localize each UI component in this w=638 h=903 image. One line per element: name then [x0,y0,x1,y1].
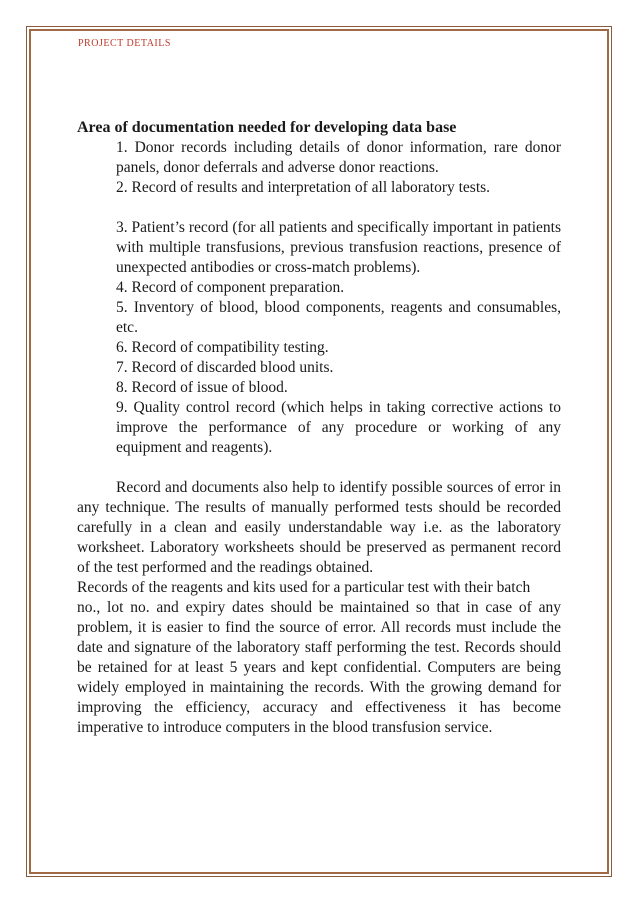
header-label: PROJECT DETAILS [78,38,171,49]
list-item: 6. Record of compatibility testing. [116,339,329,356]
list-item: 4. Record of component preparation. [116,279,345,296]
list-item: 1. Donor records including details of donor information, rare donor panels, donor deferrals and adverse donor reactions. [116,139,561,176]
list-item: 8. Record of issue of blood. [116,379,288,396]
paragraph-reagents: Records of the reagents and kits used for a particular test with their batch [77,579,531,596]
documentation-list [116,138,561,458]
list-item: 7. Record of discarded blood units. [116,359,334,376]
document-body [77,118,561,738]
paragraph-records: Record and documents also help to identify possible sources of error in any technique. The results of manually performed tests should be recorded carefully in a clean and easily understandable way i.e. as the laboratory worksheet. Laboratory worksheets should be preserved as permanent record of the test performed and the readings obtained. [77,479,561,576]
list-item: 3. Patient’s record (for all patients and specifically important in patients with multiple transfusions, previous transfusion reactions, presence of unexpected antibodies or cross-match problems). [116,219,561,276]
section-heading: Area of documentation needed for developing data base [77,119,457,136]
paragraph-retention: no., lot no. and expiry dates should be maintained so that in case of any problem, it is easier to find the source of error. All records must include the date and signature of the laboratory staff performing the test. Records should be retained for at least 5 years and kept confidential. Computers are being widely employed in maintaining the records. With the growing demand for improving the efficiency, accuracy and effectiveness it has become imperative to introduce computers in the blood transfusion service. [77,599,561,736]
list-item: 9. Quality control record (which helps in taking corrective actions to improve the performance of any procedure or working of any equipment and reagents). [116,399,561,456]
list-item: 5. Inventory of blood, blood components, reagents and consumables, etc. [116,299,561,336]
list-item: 2. Record of results and interpretation of all laboratory tests. [116,179,491,196]
